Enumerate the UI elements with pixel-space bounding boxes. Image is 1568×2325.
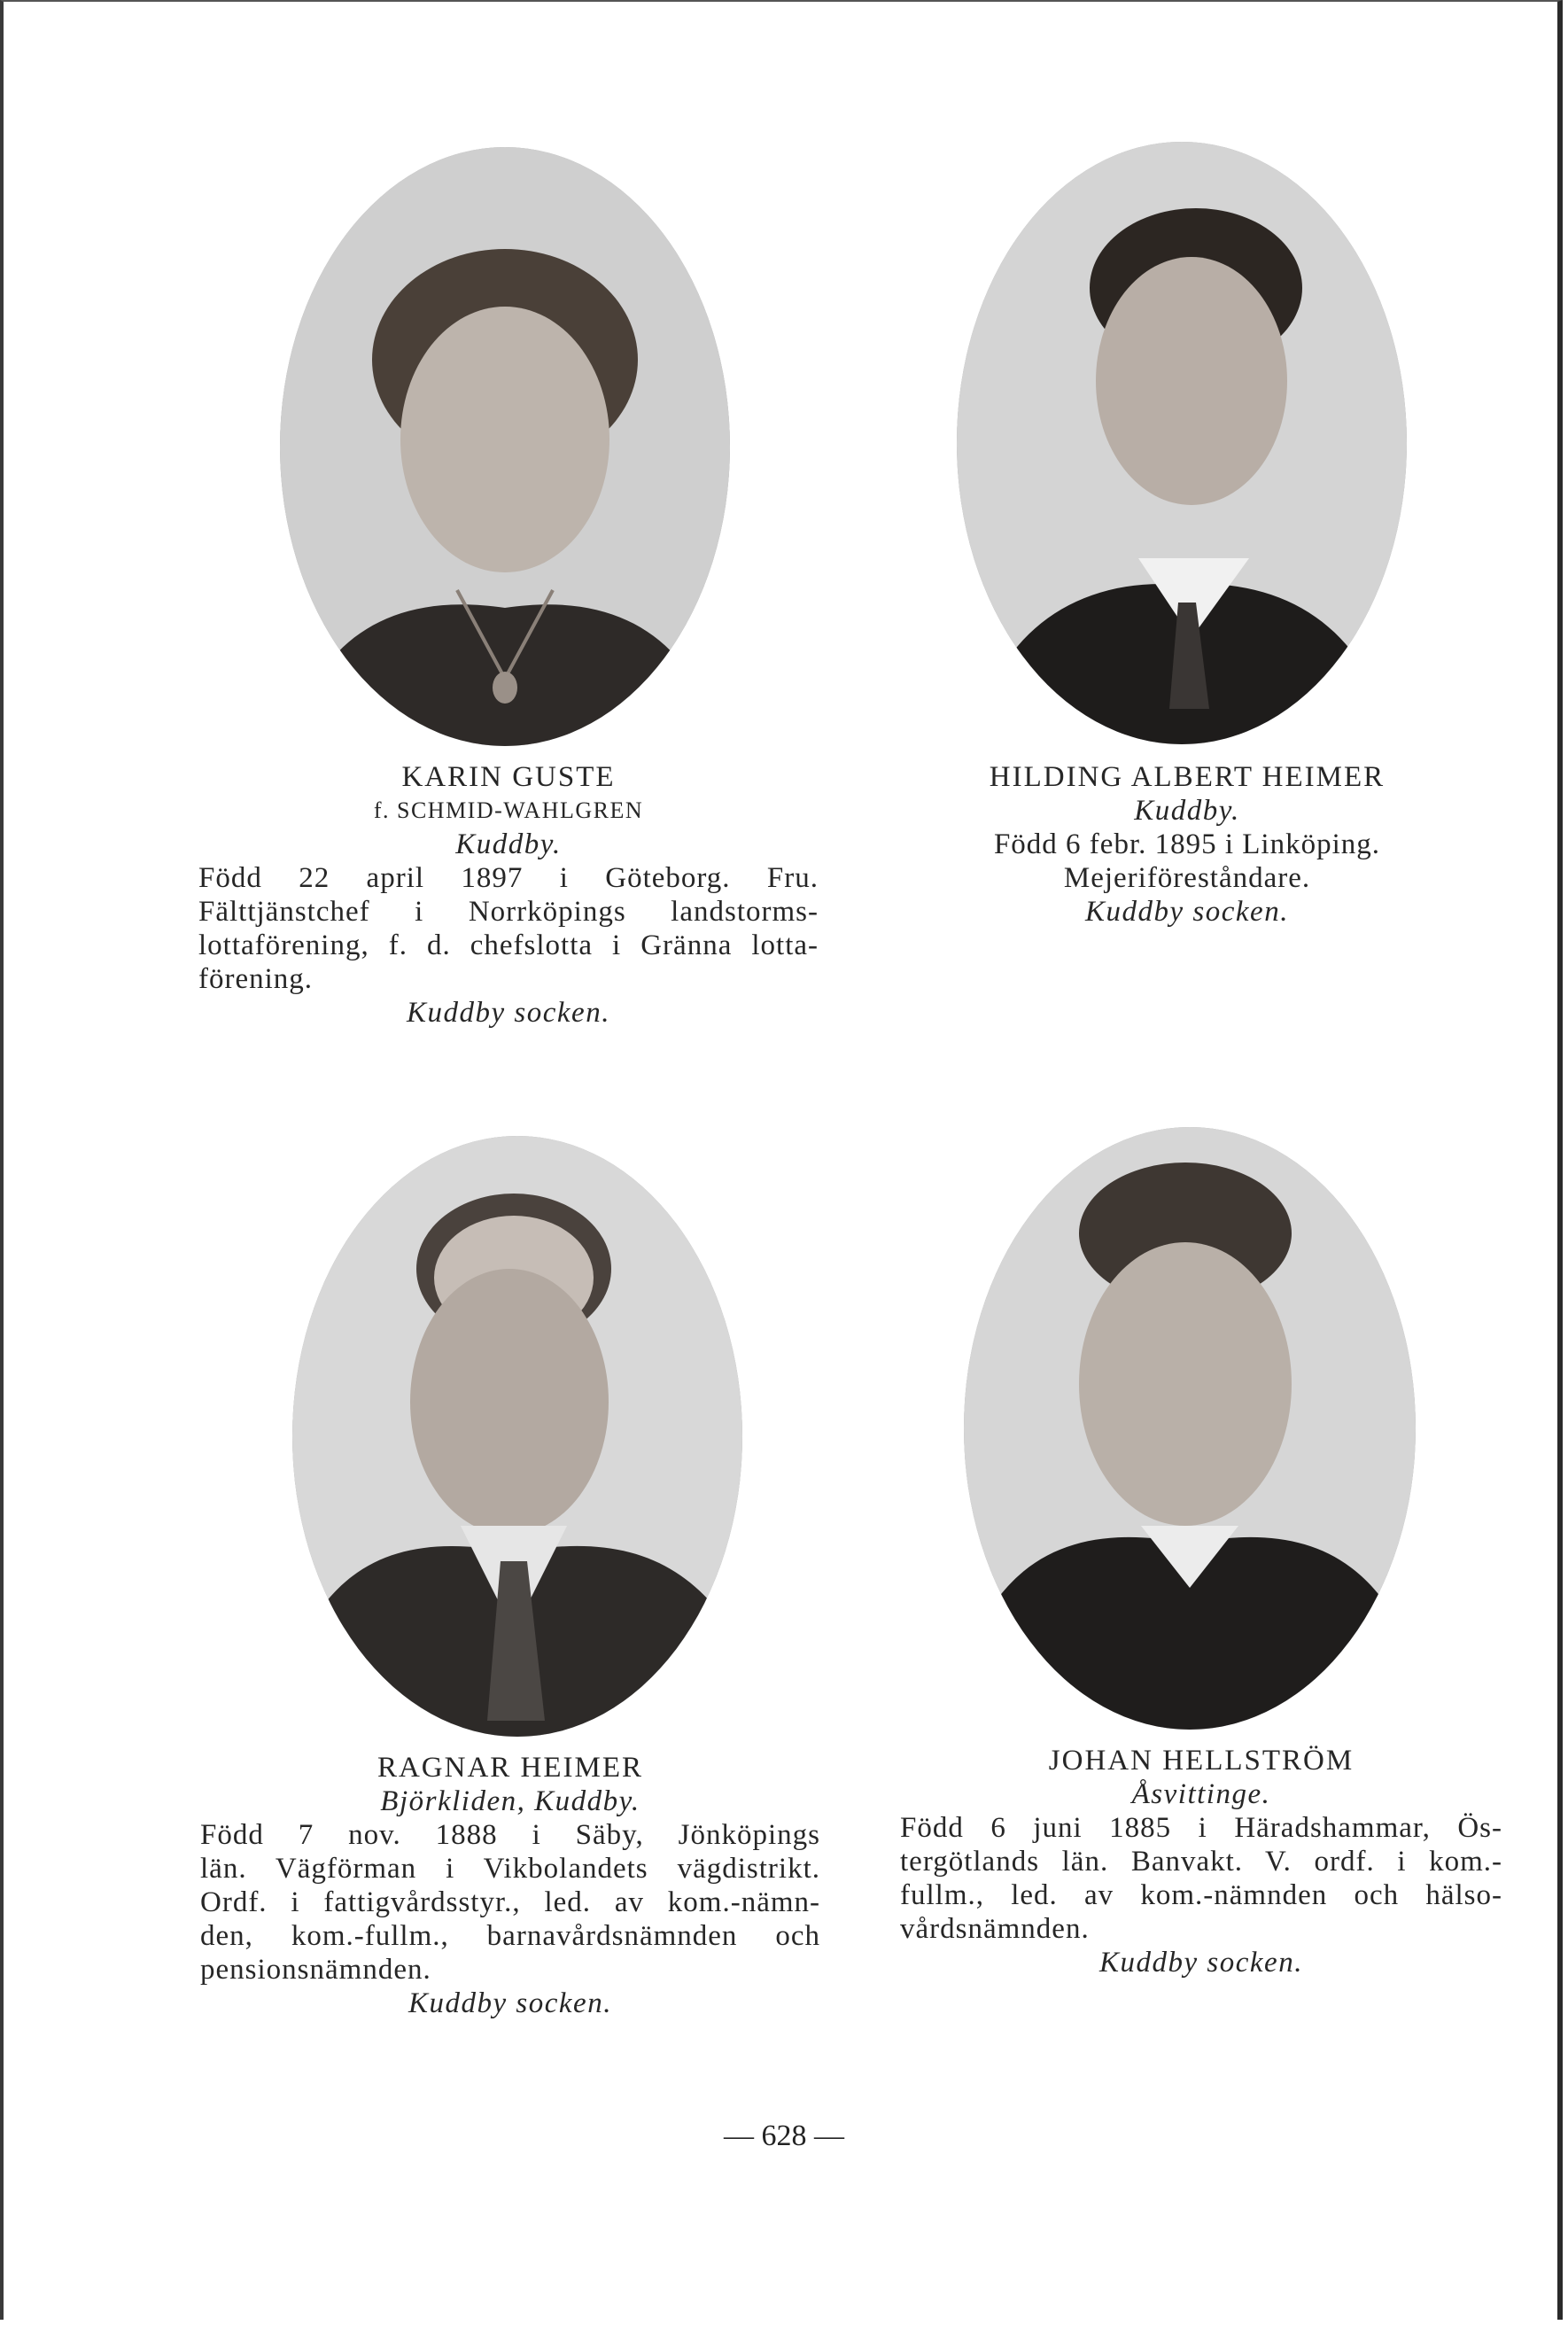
bio-line: Mejeriföreståndare. xyxy=(1063,862,1311,894)
bio-line: tergötlands län. Banvakt. V. ordf. i kom.- xyxy=(900,1846,1502,1878)
parish: Kuddby socken. xyxy=(408,1987,612,2019)
caption-ragnar-heimer xyxy=(200,1751,820,2020)
portrait-ragnar-heimer xyxy=(292,1136,742,1737)
caption-karin-guste xyxy=(198,760,819,1030)
parish: Kuddby socken. xyxy=(1085,896,1289,928)
maiden-name: f. SCHMID-WAHLGREN xyxy=(373,797,644,823)
bio-line: Fälttjänstchef i Norrköpings landstorms- xyxy=(198,896,819,928)
bio-line: Född 7 nov. 1888 i Säby, Jönköpings xyxy=(200,1819,820,1851)
person-name: JOHAN HELLSTRÖM xyxy=(1048,1745,1355,1777)
parish: Kuddby socken. xyxy=(407,997,610,1029)
bio-line: vårdsnämnden. xyxy=(900,1913,1090,1945)
person-name: HILDING ALBERT HEIMER xyxy=(989,761,1386,793)
caption-hilding-albert-heimer xyxy=(939,760,1435,929)
portrait-man-icon xyxy=(957,142,1407,744)
residence: Björkliden, Kuddby. xyxy=(380,1785,640,1817)
residence: Kuddby. xyxy=(1134,795,1240,827)
portrait-man-icon xyxy=(292,1136,742,1737)
bio-line: Född 22 april 1897 i Göteborg. Fru. xyxy=(198,862,819,894)
page-number: — 628 — xyxy=(724,2119,844,2152)
caption-johan-hellstrom xyxy=(900,1744,1502,1979)
bio-line: lottaförening, f. d. chefslotta i Gränna lotta- xyxy=(198,929,819,961)
portrait-man-icon xyxy=(964,1127,1416,1730)
residence: Åsvittinge. xyxy=(1131,1778,1271,1810)
bio-line: Född 6 juni 1885 i Häradshammar, Ös- xyxy=(900,1812,1502,1844)
bio-line: län. Vägförman i Vikbolandets vägdistrikt. xyxy=(200,1853,820,1885)
bio-line: den, kom.-fullm., barnavårdsnämnden och xyxy=(200,1920,820,1952)
portrait-hilding-albert-heimer xyxy=(957,142,1407,744)
person-name: KARIN GUSTE xyxy=(401,761,616,793)
bio-line: Född 6 febr. 1895 i Linköping. xyxy=(993,828,1381,860)
portrait-karin-guste xyxy=(280,147,730,746)
parish: Kuddby socken. xyxy=(1099,1947,1303,1979)
portrait-johan-hellstrom xyxy=(964,1127,1416,1730)
portrait-woman-icon xyxy=(280,147,730,746)
bio-line: fullm., led. av kom.-nämnden och hälso- xyxy=(900,1879,1502,1911)
bio-line: förening. xyxy=(198,963,314,995)
bio-line: pensionsnämnden. xyxy=(200,1954,431,1986)
residence: Kuddby. xyxy=(455,828,562,860)
person-name: RAGNAR HEIMER xyxy=(376,1752,644,1784)
bio-line: Ordf. i fattigvårdsstyr., led. av kom.-nämn- xyxy=(200,1886,820,1918)
